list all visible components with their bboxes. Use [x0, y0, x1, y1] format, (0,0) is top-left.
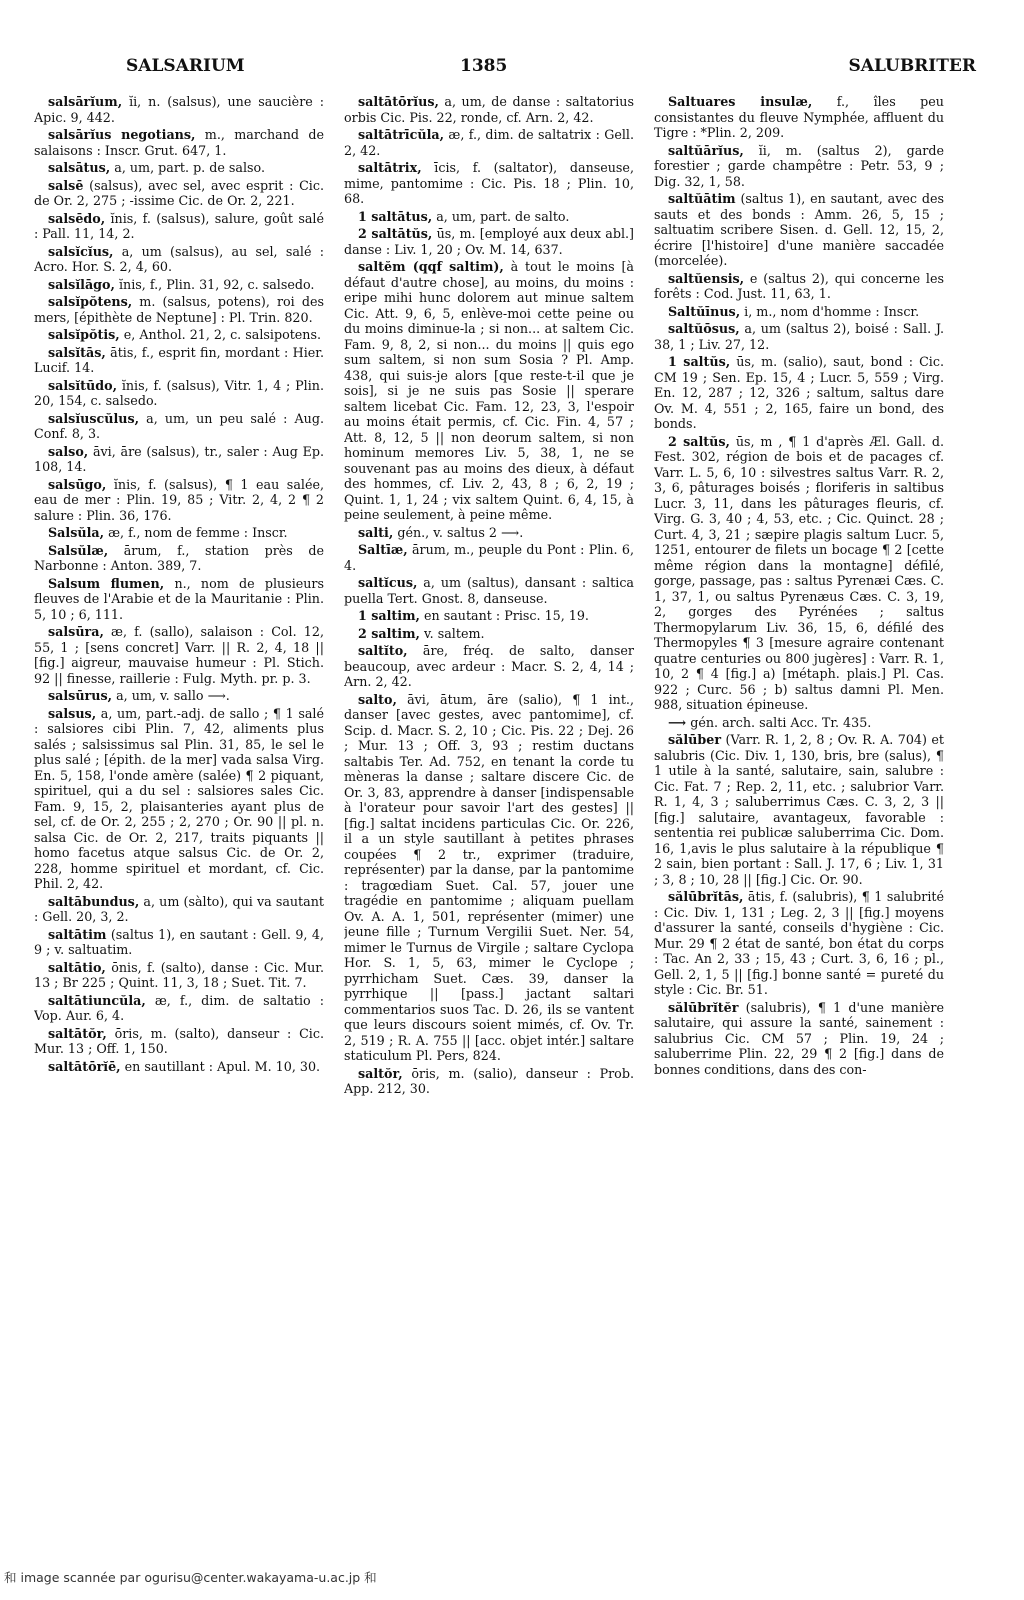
- dictionary-entry: [344, 575, 634, 606]
- entry-definition: īcis, f. (saltator), danseuse, mime, pantomime : Cic. Pis. 18 ; Plin. 10, 68.: [344, 160, 634, 206]
- entry-headword: salsĭlāgo,: [48, 276, 115, 292]
- entry-headword: saltŭārĭus,: [668, 142, 744, 158]
- dictionary-entry: [344, 542, 634, 573]
- entry-headword: saltātrīcŭla,: [358, 127, 445, 142]
- dictionary-entry: [34, 94, 324, 125]
- dictionary-entry: [34, 378, 324, 409]
- entry-headword: 2 saltātŭs,: [358, 226, 433, 241]
- dictionary-entry: [344, 127, 634, 158]
- entry-headword: salsus,: [48, 705, 97, 721]
- column-middle: [344, 94, 634, 1546]
- dictionary-entry: [34, 444, 324, 475]
- entry-headword: salsārĭus negotians,: [48, 127, 196, 142]
- dictionary-entry: [34, 345, 324, 376]
- entry-headword: salsē: [48, 177, 84, 193]
- entry-headword: saltātōrĭus,: [358, 94, 439, 109]
- entry-headword: sălūber: [668, 732, 722, 747]
- entry-definition: gén., v. saltus 2 ⟶.: [397, 524, 524, 540]
- dictionary-entry: [654, 304, 944, 320]
- dictionary-entry: [34, 993, 324, 1024]
- dictionary-entry: [34, 894, 324, 925]
- entry-headword: saltābundus,: [48, 893, 140, 909]
- entry-headword: 1 saltim,: [358, 608, 420, 623]
- entry-definition: (saltus 1), en sautant, avec des sauts et des bonds : Amm. 26, 5, 15 ; saltuatim scribere Sisen. d. Gell. 12, 15, 2, écrire [l'histoire] d'une manière saccadée (morcelée).: [654, 191, 944, 268]
- entry-definition: æ, f. (sallo), salaison : Col. 12, 55, 1 ; [sens concret] Varr. || R. 2, 4, 18 || [fig.] aigreur, mauvaise humeur : Pl. Stich. 92 || finesse, raillerie : Fulg. Myth. pr. p. 3.: [34, 624, 324, 686]
- entry-headword: salsĭtūdo,: [48, 377, 117, 393]
- entry-definition: æ, f., nom de femme : Inscr.: [108, 525, 288, 540]
- dictionary-entry: [34, 411, 324, 442]
- entry-definition: ārum, m., peuple du Pont : Plin. 6, 4.: [344, 542, 634, 573]
- entry-definition: i, m., nom d'homme : Inscr.: [744, 303, 920, 319]
- entry-definition: a, um, part.-adj. de sallo ; ¶ 1 salé : salsiores cibi Plin. 7, 42, aliments plus salés ; salsissimus sal Plin. 31, 85, le sel le plus salé ; [épith. de la mer] vada salsa Virg. En. 5, 158, l'onde amère (salée) ¶ 2 piquant, spirituel, qui a du sel : salsiores sales Cic. Fam. 9, 15, 2, plaisanteries ayant plus de sel, cf. de Or. 2, 255 ; 2, 270 ; Or. 90 || pl. n. salsa Cic. de Or. 2, 217, traits piquants || homo facetus atque salsus Cic. de Or. 2, 228, homme spirituel et mordant, cf. Cic. Phil. 2, 42.: [34, 705, 324, 891]
- entry-headword: salsūrus,: [48, 688, 113, 703]
- dictionary-entry: [344, 643, 634, 690]
- dictionary-entry: [654, 321, 944, 352]
- entry-definition: ārum, f., station près de Narbonne : Anton. 389, 7.: [34, 542, 324, 573]
- header-left-word: SALSARIUM: [126, 56, 245, 76]
- dictionary-entry: [654, 732, 944, 887]
- dictionary-entry: [34, 244, 324, 275]
- entry-headword: salso,: [48, 443, 89, 459]
- entry-definition: æ, f., dim. de saltatio : Vop. Aur. 6, 4.: [34, 992, 324, 1023]
- entry-headword: saltātōrĭē,: [48, 1058, 121, 1074]
- dictionary-entry: [34, 525, 324, 541]
- entry-definition: ĭnis, f. (salsus), salure, goût salé : Pall. 11, 14, 2.: [34, 210, 324, 241]
- entry-headword: salsĭuscŭlus,: [48, 410, 140, 426]
- dictionary-entry: [34, 1059, 324, 1075]
- entry-definition: ōnis, f. (salto), danse : Cic. Mur. 13 ; Br 225 ; Quint. 11, 3, 18 ; Suet. Tit. 7.: [34, 959, 324, 990]
- dictionary-entry: [654, 434, 944, 713]
- dictionary-entry: [344, 94, 634, 125]
- entry-definition: ūs, m. (salio), saut, bond : Cic. CM 19 ; Sen. Ep. 15, 4 ; Lucr. 5, 559 ; Virg. En. 12, 287 ; 12, 326 ; saltum, saltus dare Ov. M. 4, 551 ; 2, 165, faire un bond, des bonds.: [654, 354, 944, 431]
- entry-definition: a, um (salsus), au sel, salé : Acro. Hor. S. 2, 4, 60.: [34, 243, 324, 274]
- dictionary-entry: [34, 178, 324, 209]
- dictionary-entry: [34, 211, 324, 242]
- entry-headword: 2 saltŭs,: [668, 433, 730, 449]
- entry-headword: salsĭpŏtens,: [48, 294, 133, 309]
- entry-definition: m. (salsus, potens), roi des mers, [épithète de Neptune] : Pl. Trin. 820.: [34, 294, 324, 325]
- entry-definition: ōris, m. (salto), danseur : Cic. Mur. 13 ; Off. 1, 150.: [34, 1025, 324, 1056]
- entry-definition: a, um (sàlto), qui va sautant : Gell. 20, 3, 2.: [34, 893, 324, 924]
- dictionary-entry: [34, 160, 324, 176]
- page-header: [60, 56, 1002, 86]
- entry-headword: saltŏr,: [358, 1065, 403, 1081]
- dictionary-entry: [34, 543, 324, 574]
- entry-headword: ⟶: [668, 714, 687, 730]
- dictionary-entry: [654, 354, 944, 432]
- column-left: [34, 94, 324, 1546]
- entry-headword: saltātrix,: [358, 160, 422, 175]
- entry-definition: (salubris), ¶ 1 d'une manière salutaire, qui assure la santé, sainement : salubrius Cic. CM 57 ; Plin. 19, 24 ; saluberrime Plin. 22, 29 ¶ 2 [fig.] dans de bonnes conditions, dans des con-: [654, 999, 944, 1077]
- dictionary-entry: [654, 271, 944, 302]
- entry-definition: a, um, de danse : saltatorius orbis Cic. Pis. 22, ronde, cf. Arn. 2, 42.: [344, 94, 634, 125]
- entry-definition: ōris, m. (salio), danseur : Prob. App. 212, 30.: [344, 1065, 634, 1096]
- entry-headword: saltŭātim: [668, 191, 736, 206]
- entry-definition: a, um, un peu salé : Aug. Conf. 8, 3.: [34, 410, 324, 441]
- entry-definition: e (saltus 2), qui concerne les forêts : Cod. Just. 11, 63, 1.: [654, 270, 944, 301]
- entry-definition: e, Anthol. 21, 2, c. salsipotens.: [123, 327, 322, 342]
- entry-headword: salsūra,: [48, 624, 104, 639]
- entry-headword: saltātim: [48, 926, 107, 942]
- scan-credit-footer: [0, 1568, 1024, 1592]
- entry-definition: en sautant : Prisc. 15, 19.: [424, 608, 589, 623]
- dictionary-entry: [654, 191, 944, 269]
- dictionary-entry: [344, 259, 634, 523]
- entry-definition: a, um, part. p. de salso.: [114, 160, 266, 175]
- entry-headword: sălūbrĭtās,: [668, 889, 744, 904]
- page-number: 1385: [460, 56, 508, 76]
- column-right: [654, 94, 944, 1546]
- dictionary-entry: [34, 1026, 324, 1057]
- entry-headword: 2 saltim,: [358, 625, 420, 641]
- entry-headword: saltŭōsus,: [668, 321, 740, 336]
- dictionary-entry: [34, 706, 324, 892]
- dictionary-entry: [34, 294, 324, 325]
- entry-headword: Saltuares insulæ,: [668, 94, 813, 109]
- entry-definition: āvi, āre (salsus), tr., saler : Aug Ep. 108, 14.: [34, 443, 324, 474]
- entry-definition: ĭnis, f. (salsus), Vitr. 1, 4 ; Plin. 20, 154, c. salsedo.: [34, 377, 324, 408]
- entry-headword: salsĭpŏtis,: [48, 327, 120, 342]
- entry-headword: salsūgo,: [48, 476, 107, 492]
- entry-headword: salsĭtās,: [48, 344, 106, 360]
- dictionary-entry: [34, 688, 324, 704]
- entry-headword: Salsŭla,: [48, 525, 105, 540]
- dictionary-entry: [654, 715, 944, 731]
- entry-definition: à tout le moins [à défaut d'autre chose], au moins, du moins : eripe mihi hunc dolorem aut minue saltem Cic. Att. 9, 6, 5, enlève-moi cette peine ou du moins diminue-la ; si non... at saltem Cic. Fam. 9, 8, 2, si non... du moins || quis ego sum saltem, si non sum Sosia ? Pl. Amp. 438, qui suis-je alors [que reste-t-il que je sois], si je ne suis pas Sosie || sperare saltem licebat Cic. Fam. 12, 23, 3, l'espoir au moins était permis, cf. Cic. Fin. 4, 57 ; Att. 8, 12, 5 || non deorum saltem, si non hominum memores Liv. 5, 38, 1, ne se souvenant pas au moins des dieux, à défaut des hommes, cf. Liv. 2, 43, 8 ; 6, 2, 19 ; Quint. 1, 1, 24 ; vix saltem Quint. 6, 4, 15, à peine seulement, à peine même.: [344, 259, 634, 522]
- entry-definition: (saltus 1), en sautant : Gell. 9, 4, 9 ; v. saltuatim.: [34, 926, 324, 957]
- entry-definition: ĭnis, f., Plin. 31, 92, c. salsedo.: [119, 276, 315, 292]
- entry-headword: saltātiuncŭla,: [48, 992, 146, 1008]
- entry-definition: āvi, ātum, āre (salio), ¶ 1 int., danser [avec gestes, avec pantomime], cf. Scip. d. Macr. S. 2, 10 ; Cic. Pis. 22 ; Dej. 26 ; Mur. 13 ; Off. 3, 93 ; restim ductans saltabis Ter. Ad. 752, en tenant la corde tu mèneras la danse ; saltare discere Cic. de Or. 3, 83, apprendre à danser [indispensable à l'orateur pour savoir l'art des gestes] || [fig.] saltat incidens particulas Cic. Or. 226, il a un style sautillant à petites phrases coupées ¶ 2 tr., exprimer (traduire, représenter) par la danse, par la pantomime : tragœdiam Suet. Cal. 57, jouer une tragédie en pantomime ; aliquam puellam Ov. A. A. 1, 501, représenter (mimer) une jeune fille ; Turnum Vergilii Suet. Ner. 54, mimer le Turnus de Virgile ; saltare Cyclopa Hor. S. 1, 5, 63, mimer le Cyclope ; pyrrhicham Suet. Cæs. 39, danser la pyrrhique || [pass.] jactant saltari commentarios suos Tac. D. 26, ils se vantent que leurs discours soient mimés, cf. Ov. Tr. 2, 519 ; R. A. 755 || [acc. objet intér.] saltare staticulum Pl. Pers, 824.: [344, 691, 634, 1063]
- entry-headword: Salsŭlæ,: [48, 542, 109, 558]
- entry-headword: saltĕm (qqf saltim),: [358, 259, 504, 274]
- entry-definition: ūs, m , ¶ 1 d'après Æl. Gall. d. Fest. 302, région de bois et de pacages cf. Varr. L. 5, 6, 10 : silvestres saltus Varr. R. 2, 3, 6, pâturages boisés ; floriferis in saltibus Lucr. 3, 11, dans les pâturages fleuris, cf. Virg. G. 3, 40 ; 4, 53, etc. ; Cic. Quinct. 28 ; Curt. 4, 3, 21 ; sæpire plagis saltum Lucr. 5, 1251, entourer de filets un bocage ¶ 2 [cette même région dans la montagne] défilé, gorge, passage, pas : saltus Pyrenæi Cæs. C. 1, 37, 1, ou saltus Pyrenæus Cæs. C. 3, 19, 2, gorges des Pyrénées ; saltus Thermopylarum Liv. 36, 15, 6, défilé des Thermopyles ¶ 3 [mesure agraire contenant quatre centuries ou 800 jugères] : Varr. R. 1, 10, 2 ¶ 4 [fig.] a) [métaph. plais.] Pl. Cas. 922 ; Curc. 56 ; b) saltus damni Pl. Men. 988, situation épineuse.: [654, 433, 944, 712]
- entry-headword: saltĭto,: [358, 643, 408, 658]
- entry-definition: ātis, f. (salubris), ¶ 1 salubrité : Cic. Div. 1, 131 ; Leg. 2, 3 || [fig.] moyens d'assurer la santé, conseils d'hygiène : Cic. Mur. 29 ¶ 2 état de santé, bon état du corps : Tac. An 2, 33 ; 15, 43 ; Curt. 3, 6, 16 ; pl., Gell. 2, 1, 5 || [fig.] bonne santé = pureté du style : Cic. Br. 51.: [654, 889, 944, 997]
- entry-definition: ĭi, m. (saltus 2), garde forestier ; garde champêtre : Petr. 53, 9 ; Dig. 32, 1, 58.: [654, 142, 944, 189]
- dictionary-entry: [34, 327, 324, 343]
- dictionary-entry: [34, 127, 324, 158]
- entry-definition: āre, fréq. de salto, danser beaucoup, avec ardeur : Macr. S. 2, 4, 14 ; Arn. 2, 42.: [344, 643, 634, 689]
- dictionary-entry: [34, 277, 324, 293]
- entry-definition: a, um (saltus 2), boisé : Sall. J. 38, 1 ; Liv. 27, 12.: [654, 321, 944, 352]
- entry-definition: m., marchand de salaisons : Inscr. Grut. 647, 1.: [34, 127, 324, 158]
- entry-definition: ātis, f., esprit fin, mordant : Hier. Lucif. 14.: [34, 344, 324, 375]
- entry-headword: Saltīæ,: [358, 542, 408, 557]
- dictionary-entry: [654, 889, 944, 998]
- entry-headword: Saltŭīnus,: [668, 303, 741, 319]
- entry-headword: 1 saltātus,: [358, 208, 433, 224]
- entry-definition: en sautillant : Apul. M. 10, 30.: [124, 1058, 321, 1074]
- dictionary-entry: [34, 576, 324, 623]
- dictionary-entry: [344, 209, 634, 225]
- entry-headword: saltātio,: [48, 959, 106, 975]
- entry-definition: a, um, part. de salto.: [436, 208, 570, 224]
- dictionary-entry: [654, 143, 944, 190]
- entry-headword: 1 saltŭs,: [668, 354, 731, 369]
- dictionary-entry: [344, 160, 634, 207]
- entry-definition: ĭi, n. (salsus), une saucière : Apic. 9, 442.: [34, 94, 324, 125]
- entry-definition: ĭnis, f. (salsus), ¶ 1 eau salée, eau de mer : Plin. 19, 85 ; Vitr. 2, 4, 2 ¶ 2 salure : Plin. 36, 176.: [34, 476, 324, 523]
- dictionary-entry: [654, 1000, 944, 1078]
- entry-definition: (Varr. R. 1, 2, 8 ; Ov. R. A. 704) et salubris (Cic. Div. 1, 130, bris, bre (salus), ¶ 1 utile à la santé, salutaire, sain, salubre : Cic. Fat. 7 ; Rep. 2, 11, etc. ; salubrior Varr. R. 1, 4, 3 ; saluberrimus Cæs. C. 3, 2, 3 || [fig.] salutaire, avantageux, favorable : sententia rei publicæ saluberrima Cic. Dom. 16, 1,avis le plus salutaire à la république ¶ 2 sain, bien portant : Sall. J. 17, 6 ; Liv. 1, 31 ; 3, 8 ; 10, 28 || [fig.] Cic. Or. 90.: [654, 732, 944, 887]
- dictionary-entry: [344, 608, 634, 624]
- dictionary-entry: [654, 94, 944, 141]
- entry-headword: salti,: [358, 524, 394, 540]
- entry-definition: n., nom de plusieurs fleuves de l'Arabie et de la Mauritanie : Plin. 5, 10 ; 6, 111.: [34, 575, 324, 622]
- dictionary-entry: [344, 525, 634, 541]
- entry-headword: sălūbrĭtĕr: [668, 999, 739, 1015]
- entry-headword: saltŭensis,: [668, 270, 745, 286]
- entry-headword: salsĭcĭus,: [48, 243, 114, 259]
- entry-headword: salsēdo,: [48, 210, 106, 226]
- scan-credit-text: 和 image scannée par ogurisu@center.wakayama-u.ac.jp 和: [4, 1570, 377, 1585]
- dictionary-entry: [34, 477, 324, 524]
- dictionary-entry: [34, 960, 324, 991]
- entry-headword: salsārĭum,: [48, 94, 123, 109]
- entry-headword: saltātŏr,: [48, 1025, 107, 1041]
- entry-headword: saltĭcus,: [358, 575, 418, 590]
- entry-headword: Salsum flumen,: [48, 575, 165, 591]
- dictionary-entry: [34, 927, 324, 958]
- entry-definition: ūs, m. [employé aux deux abl.] danse : Liv. 1, 20 ; Ov. M. 14, 637.: [344, 226, 634, 257]
- dictionary-entry: [344, 692, 634, 1064]
- entry-definition: a, um, v. sallo ⟶.: [116, 688, 230, 703]
- entry-headword: salsātus,: [48, 160, 111, 175]
- entry-definition: f., îles peu consistantes du fleuve Nymphée, affluent du Tigre : *Plin. 2, 209.: [654, 94, 944, 140]
- entry-headword: salto,: [358, 691, 397, 707]
- dictionary-entry: [344, 1066, 634, 1097]
- entry-definition: æ, f., dim. de saltatrix : Gell. 2, 42.: [344, 127, 634, 158]
- header-right-word: SALUBRITER: [848, 56, 976, 76]
- entry-definition: gén. arch. salti Acc. Tr. 435.: [690, 714, 872, 730]
- entry-definition: a, um (saltus), dansant : saltica puella Tert. Gnost. 8, danseuse.: [344, 575, 634, 606]
- entry-definition: (salsus), avec sel, avec esprit : Cic. de Or. 2, 275 ; -issime Cic. de Or. 2, 221.: [34, 177, 324, 208]
- dictionary-entry: [344, 226, 634, 257]
- dictionary-entry: [344, 626, 634, 642]
- entry-definition: v. saltem.: [424, 625, 485, 641]
- dictionary-entry: [34, 624, 324, 686]
